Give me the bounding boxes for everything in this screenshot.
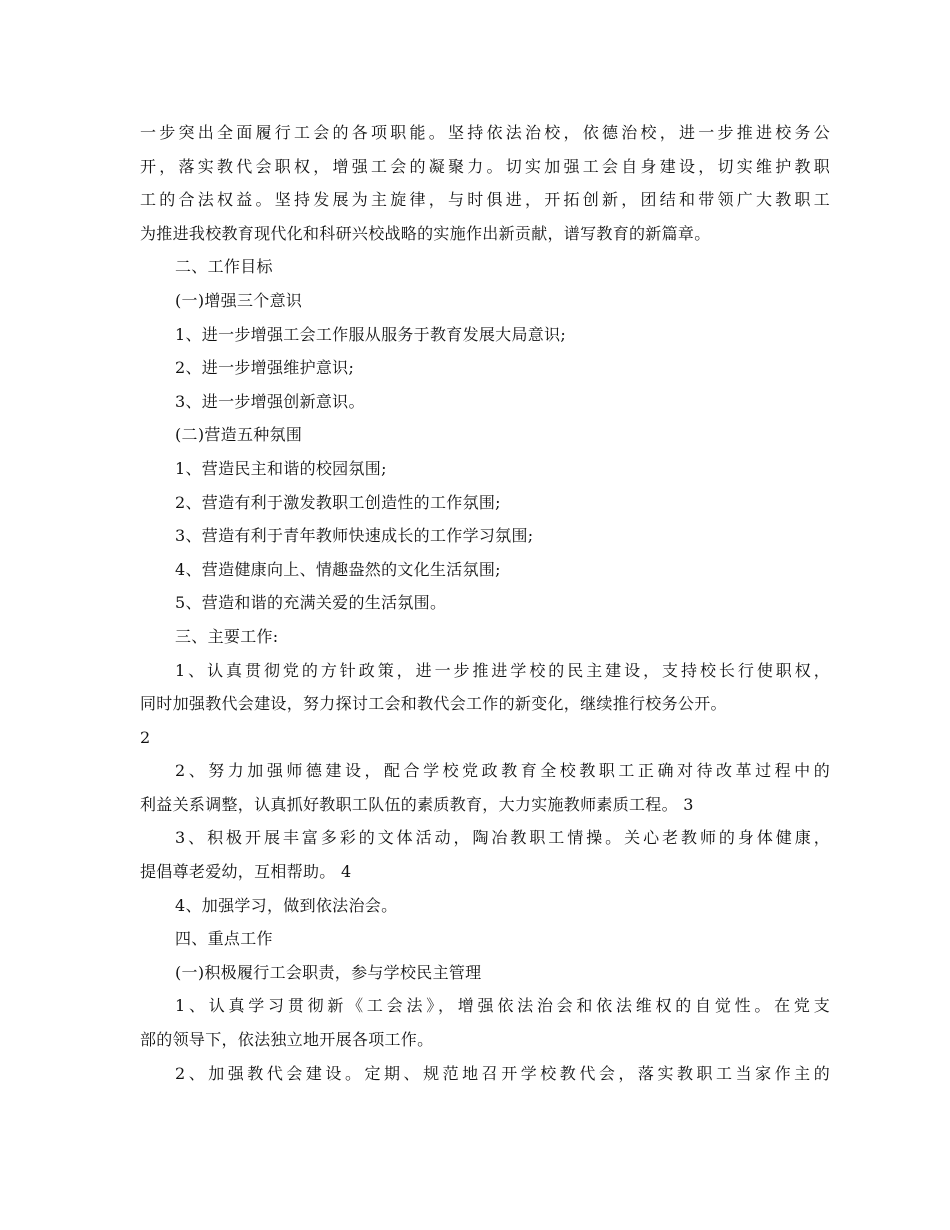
list-item: 1、营造民主和谐的校园氛围; — [175, 458, 387, 478]
list-item: 3、营造有利于青年教师快速成长的工作学习氛围; — [175, 526, 534, 546]
paragraph-line: 1、认真贯彻党的方针政策，进一步推进学校的民主建设，支持校长行使职权， — [175, 660, 830, 680]
subsection-heading: (一)增强三个意识 — [175, 290, 303, 310]
list-item: 2、进一步增强维护意识; — [175, 358, 355, 378]
paragraph-line: 为推进我校教育现代化和科研兴校战略的实施作出新贡献，谱写教育的新篇章。 — [140, 223, 711, 243]
subsection-heading: (一)积极履行工会职责，参与学校民主管理 — [175, 962, 482, 982]
paragraph-line: 同时加强教代会建设，努力探讨工会和教代会工作的新变化，继续推行校务公开。 — [140, 694, 727, 714]
section-heading: 二、工作目标 — [175, 257, 273, 277]
document-body — [140, 116, 830, 1090]
list-item: 2、营造有利于激发教职工创造性的工作氛围; — [175, 492, 501, 512]
list-item: 1、进一步增强工会工作服从服务于教育发展大局意识; — [175, 324, 567, 344]
paragraph-line: 部的领导下，依法独立地开展各项工作。 — [140, 1030, 434, 1050]
list-item: 3、进一步增强创新意识。 — [175, 391, 365, 411]
paragraph-line: 2 — [140, 727, 151, 747]
paragraph-line: 一步突出全面履行工会的各项职能。坚持依法治校，依德治校，进一步推进校务公 — [140, 123, 830, 142]
section-heading: 四、重点工作 — [175, 929, 273, 949]
paragraph-line: 2、努力加强师德建设，配合学校党政教育全校教职工正确对待改革过程中的 — [175, 761, 830, 781]
section-heading: 三、主要工作: — [175, 626, 279, 646]
paragraph-line: 1、认真学习贯彻新《工会法》，增强依法治会和依法维权的自觉性。在党支 — [175, 996, 830, 1016]
list-item: 4、加强学习，做到依法治会。 — [175, 895, 398, 915]
list-item: 5、营造和谐的充满关爱的生活氛围。 — [175, 593, 447, 613]
subsection-heading: (二)营造五种氛围 — [175, 425, 303, 445]
paragraph-line: 工的合法权益。坚持发展为主旋律，与时俱进，开拓创新，团结和带领广大教职工 — [140, 190, 830, 210]
paragraph-line: 利益关系调整，认真抓好教职工队伍的素质教育，大力实施教师素质工程。 3 — [140, 794, 694, 814]
paragraph-line: 2、加强教代会建设。定期、规范地召开学校教代会，落实教职工当家作主的 — [175, 1063, 830, 1083]
paragraph-line: 3、积极开展丰富多彩的文体活动，陶冶教职工情操。关心老教师的身体健康， — [175, 828, 830, 848]
list-item: 4、营造健康向上、情趣盎然的文化生活氛围; — [175, 559, 501, 579]
paragraph-line: 开，落实教代会职权，增强工会的凝聚力。切实加强工会自身建设，切实维护教职 — [140, 156, 830, 176]
paragraph-line: 提倡尊老爱幼，互相帮助。 4 — [140, 862, 352, 882]
